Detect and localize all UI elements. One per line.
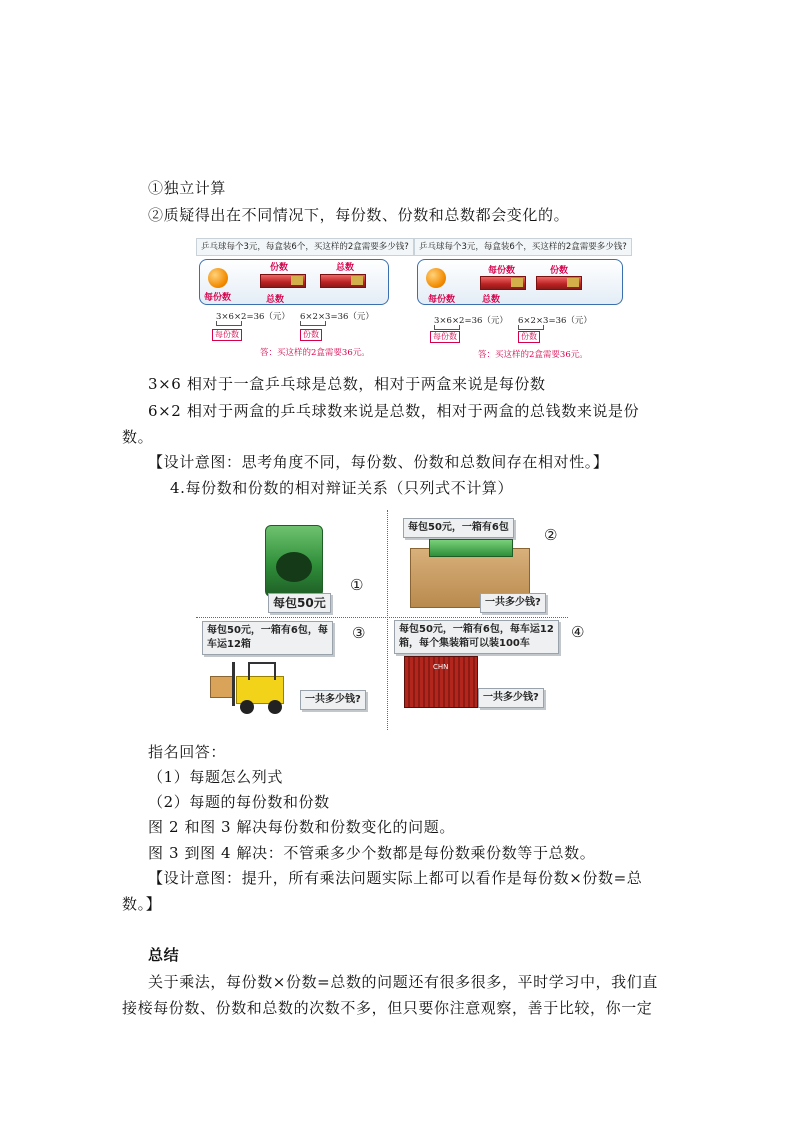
equation-1: 3×6×2=36（元） — [216, 312, 290, 322]
number-4: ④ — [571, 623, 585, 641]
note-fig3-4: 图 3 到图 4 解决：不管乘多少个数都是每份数乘份数等于总数。 — [148, 844, 596, 862]
summary-line-2: 接椄每份数、份数和总数的次数不多，但只要你注意观察，善于比较，你一定 — [122, 999, 653, 1017]
label-meifenshu: 每份数 — [428, 295, 456, 305]
divider-vertical — [387, 510, 388, 730]
design-intent-2: 【设计意图：提升，所有乘法问题实际上都可以看作是每份数×份数=总 — [148, 869, 643, 887]
brace — [216, 321, 242, 326]
info-box: 每包50元，一箱有6包 — [403, 518, 514, 538]
label-zongshu: 总数 — [266, 295, 285, 305]
ball-box-icon — [320, 274, 366, 288]
answer: 答：买这样的2盒需要36元。 — [478, 350, 588, 360]
summary-heading: 总结 — [148, 946, 180, 964]
design-intent-1: 【设计意图：思考角度不同，每份数、份数和总数间存在相对性。】 — [148, 453, 609, 471]
number-1: ① — [350, 576, 364, 594]
info-line-1: 每包50元，一箱有6包，每车运12 — [399, 624, 554, 635]
para-6x2: 6×2 相对于两盒的乒乓球数来说是总数，相对于两盒的总钱数来说是份 — [148, 402, 640, 420]
brace — [518, 325, 544, 330]
ball-box-icon — [480, 276, 526, 290]
info-box — [394, 620, 559, 654]
label-zongshu: 总数 — [482, 295, 501, 305]
figure-pingpong-right — [414, 238, 626, 360]
section-4-title: 4.每份数和份数的相对辩证关系（只列式不计算） — [170, 479, 514, 497]
equation-1: 3×6×2=36（元） — [434, 316, 508, 326]
para-3x6: 3×6 相对于一盒乒乓球是总数，相对于两盒来说是每份数 — [148, 375, 546, 393]
label-meifenshu: 每份数 — [204, 293, 232, 303]
number-3: ③ — [352, 624, 366, 642]
divider-horizontal — [196, 617, 568, 618]
pingpong-ball-icon — [208, 268, 228, 288]
question-1: （1）每题怎么列式 — [148, 768, 283, 786]
tag-meifenshu: 每份数 — [212, 329, 242, 341]
named-answer: 指名回答： — [148, 743, 227, 761]
ask-box: 一共多少钱? — [300, 690, 366, 710]
ask-box: 一共多少钱? — [480, 593, 546, 613]
question-2: （2）每题的每份数和份数 — [148, 793, 330, 811]
question-bar: 乒乓球每个3元，每盒装6个，买这样的2盒需要多少钱? — [414, 238, 632, 256]
pingpong-ball-icon — [426, 268, 446, 288]
info-line-2: 车运12箱 — [207, 639, 251, 650]
info-box — [202, 621, 333, 655]
info-line-1: 每包50元，一箱有6包，每 — [207, 625, 328, 636]
ball-box-icon — [260, 274, 306, 288]
design-intent-2-cont: 数。】 — [122, 895, 162, 913]
label-fenshu-top: 份数 — [550, 266, 569, 276]
label-meifenshu-top: 每份数 — [488, 266, 516, 276]
answer: 答：买这样的2盒需要36元。 — [260, 348, 370, 358]
equation-2: 6×2×3=36（元） — [518, 316, 592, 326]
info-line-2: 箱，每个集装箱可以装100车 — [399, 638, 530, 649]
tag-fenshu: 份数 — [518, 331, 540, 343]
equation-2: 6×2×3=36（元） — [300, 312, 374, 322]
tea-bag-image — [265, 525, 323, 597]
ask-box: 一共多少钱? — [478, 688, 544, 708]
price-label: 每包50元 — [268, 593, 331, 613]
number-2: ② — [544, 526, 558, 544]
note-fig2-3: 图 2 和图 3 解决每份数和份数变化的问题。 — [148, 818, 455, 836]
question-bar: 乒乓球每个3元，每盒装6个，买这样的2盒需要多少钱? — [196, 238, 414, 256]
shipping-container-image — [404, 656, 478, 708]
summary-line-1: 关于乘法，每份数×份数=总数的问题还有很多很多，平时学习中，我们直 — [148, 973, 658, 991]
ball-box-icon — [536, 276, 582, 290]
label-fenshu: 份数 — [270, 263, 289, 273]
step-question-conclusion: ②质疑得出在不同情况下，每份数、份数和总数都会变化的。 — [148, 206, 570, 224]
para-6x2-cont: 数。 — [122, 428, 154, 446]
tag-meifenshu: 每份数 — [430, 331, 460, 343]
label-zongshu-top: 总数 — [336, 263, 355, 273]
container-label: CHN — [433, 663, 449, 671]
figure-pingpong-left — [196, 238, 409, 360]
brace — [434, 325, 460, 330]
tag-fenshu: 份数 — [300, 329, 322, 341]
step-independent-calc: ①独立计算 — [148, 179, 227, 197]
brace — [300, 321, 326, 326]
forklift-image — [210, 662, 290, 714]
